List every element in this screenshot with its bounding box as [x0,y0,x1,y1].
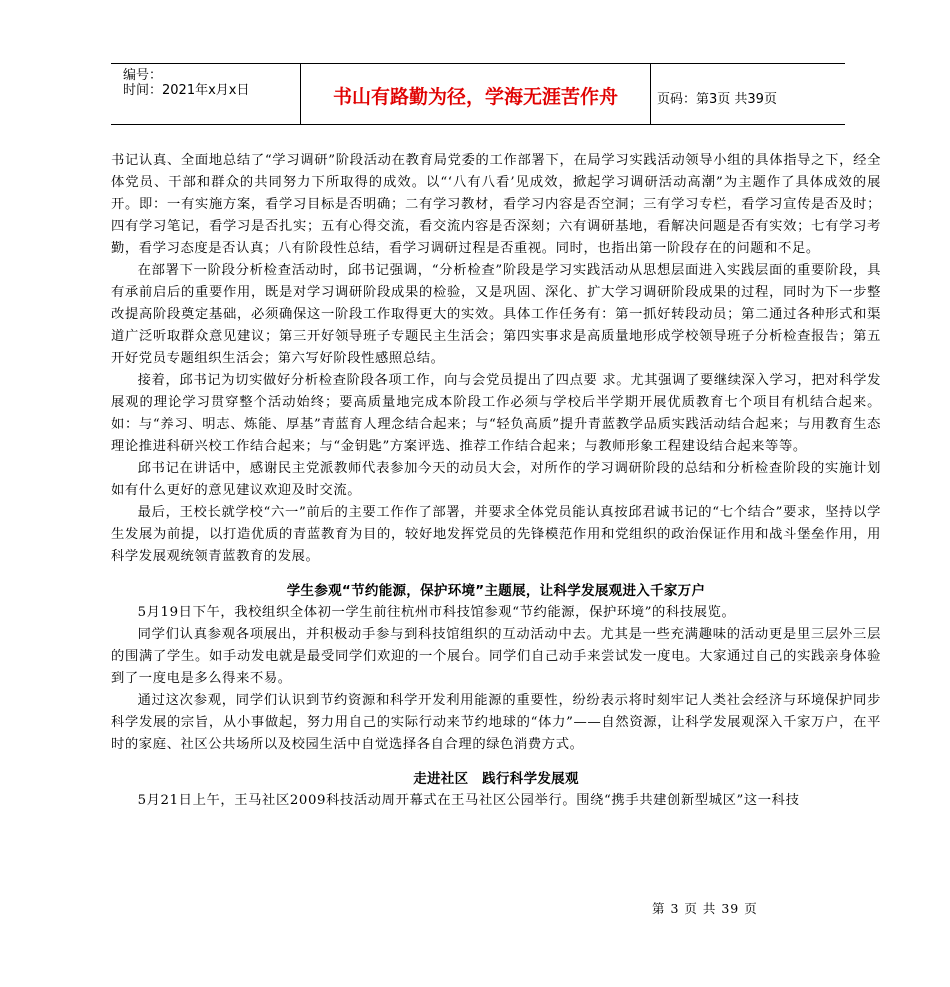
header-meta [111,64,301,124]
paragraph: 最后，王校长就学校“六一”前后的主要工作作了部署，并要求全体党员能认真按邱君诚书记的“七个结合”要求，坚持以学生发展为前提，以打造优质的青蓝教育为目的，较好地发挥党员的先锋模范作用和党组织的政治保证作用和战斗堡垒作用，用科学发展观统领青蓝教育的发展。 [111,505,881,564]
number-label: 编号： [123,68,163,83]
document-body [111,150,881,812]
paragraph: 邱书记在讲话中，感谢民主党派教师代表参加今天的动员大会，对所作的学习调研阶段的总结和分析检查阶段的实施计划如有什么更好的意见建议欢迎及时交流。 [111,461,881,498]
paragraph: 通过这次参观，同学们认识到节约资源和科学开发利用能源的重要性，纷纷表示将时刻牢记人类社会经济与环境保护同步科学发展的宗旨，从小事做起，努力用自己的实际行动来节约地球的“体力”——自然资源，让科学发展观深入千家万户，在平时的家庭、社区公共场所以及校园生活中自觉选择各自合理的绿色消费方式。 [111,693,881,752]
time-label: 时间：2021年x月x日 [123,83,250,98]
page-header [111,63,845,125]
paragraph: 5月19日下午，我校组织全体初一学生前往杭州市科技馆参观“节约能源，保护环境”的科技展览。 [137,605,736,620]
section-heading: 走进社区 践行科学发展观 [413,771,579,787]
paragraph: 在部署下一阶段分析检查活动时，邱书记强调，“分析检查”阶段是学习实践活动从思想层面进入实践层面的重要阶段，具有承前启后的重要作用，既是对学习调研阶段成果的检验，又是巩固、深化、扩大学习调研阶段成果的过程，同时为下一步整改提高阶段奠定基础，必须确保这一阶段工作取得更大的实效。具体工作任务有：第一抓好转段动员；第二通过各种形式和渠道广泛听取群众意见建议；第三开好领导班子专题民主生活会；第四实事求是高质量地形成学校领导班子分析检查报告；第五开好党员专题组织生活会；第六写好阶段性感照总结。 [111,263,881,366]
paragraph: 接着，邱书记为切实做好分析检查阶段各项工作，向与会党员提出了四点要 求。尤其强调了要继续深入学习，把对科学发展观的理论学习贯穿整个活动始终；要高质量地完成本阶段工作必须与学校后半学期开展优质教育七个项目有机结合起来。如：与“养习、明志、炼能、厚基”青蓝育人理念结合起来；与“轻负高质”提升青蓝教学品质实践活动结合起来；与用教育生态理论推进科研兴校工作结合起来；与“金钥匙”方案评选、推荐工作结合起来；与教师形象工程建设结合起来等等。 [111,373,881,454]
paragraph: 同学们认真参观各项展出，并积极动手参与到科技馆组织的互动活动中去。尤其是一些充满趣味的活动更是里三层外三层的围满了学生。如手动发电就是最受同学们欢迎的一个展台。同学们自己动手来尝试发一度电。大家通过自己的实践亲身体验到了一度电是多么得来不易。 [111,627,881,686]
paragraph: 书记认真、全面地总结了“学习调研”阶段活动在教育局党委的工作部署下，在局学习实践活动领导小组的具体指导之下，经全体党员、干部和群众的共同努力下所取得的成效。以“‘八有八看’见成效，掀起学习调研活动高潮”为主题作了具体成效的展开。即：一有实施方案，看学习目标是否明确；二有学习教材，看学习内容是否空洞；三有学习专栏，看学习宣传是否及时；四有学习笔记，看学习是否扎实；五有心得交流，看交流内容是否深刻；六有调研基地，看解决问题是否有实效；七有学习考勤，看学习态度是否认真；八有阶段性总结，看学习调研过程是否重视。同时，也指出第一阶段存在的问题和不足。 [111,153,881,256]
page-footer: 第 3 页 共 39 页 [652,901,758,916]
header-page-info: 页码：第3页 共39页 [657,92,777,107]
header-motto: 书山有路勤为径，学海无涯苦作舟 [301,64,651,124]
paragraph: 5月21日上午，王马社区2009科技活动周开幕式在王马社区公园举行。围绕“携手共建创新型城区”这一科技 [137,793,800,808]
section-heading: 学生参观“节约能源，保护环境”主题展，让科学发展观进入千家万户 [286,583,706,599]
